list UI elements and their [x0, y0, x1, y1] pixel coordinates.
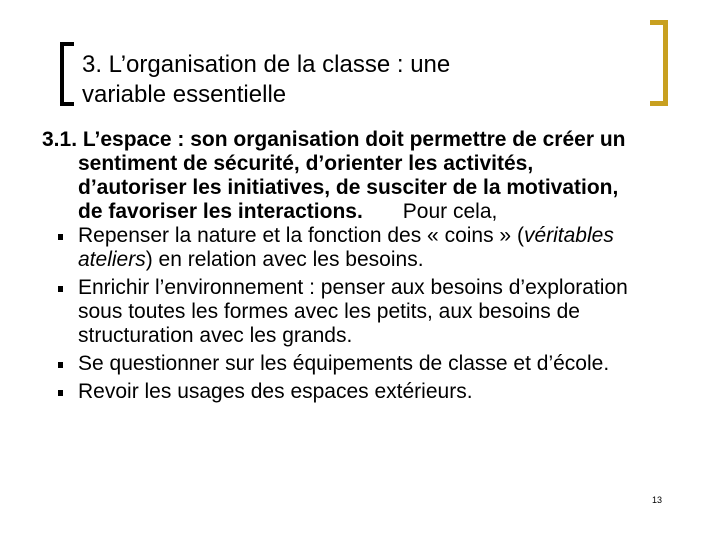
list-item — [42, 276, 712, 348]
slide-title — [82, 50, 642, 110]
bullet-1-line-1 — [78, 224, 712, 248]
slide-title-line-2: variable essentielle — [82, 81, 287, 108]
bullet-list — [42, 224, 712, 408]
intro-line-2: sentiment de sécurité, d’orienter les activités, — [78, 152, 534, 175]
square-bullet-icon — [58, 390, 63, 396]
intro-line-4 — [42, 200, 712, 224]
intro-suffix: Pour cela, — [402, 200, 498, 223]
bullet-2-line-1: Enrichir l’environnement : penser aux besoins d’exploration — [78, 276, 628, 299]
bullet-1-italic-b: ateliers — [78, 248, 146, 271]
bullet-1-line-2 — [78, 248, 712, 272]
square-bullet-icon — [58, 286, 63, 292]
list-item — [42, 352, 712, 376]
slide-title-line-1: 3. L’organisation de la classe : une — [82, 51, 451, 78]
bullet-2-line-2: sous toutes les formes avec les petits, aux besoins de — [78, 300, 580, 323]
bullet-3-line-1: Se questionner sur les équipements de classe et d’école. — [78, 352, 610, 375]
bullet-1-text-a: Repenser la nature et la fonction des « coins » ( — [78, 224, 524, 247]
title-right-bracket — [650, 20, 668, 106]
square-bullet-icon — [58, 234, 63, 240]
bullet-1-italic-a: véritables — [523, 224, 614, 247]
list-item — [42, 380, 712, 404]
title-left-bracket — [60, 42, 74, 106]
bullet-4-line-1: Revoir les usages des espaces extérieurs. — [78, 380, 473, 403]
intro-line-1: 3.1. L’espace : son organisation doit permettre de créer un — [42, 128, 626, 151]
square-bullet-icon — [58, 362, 63, 368]
page-number: 13 — [652, 495, 663, 505]
list-item — [42, 224, 712, 272]
intro-paragraph — [42, 128, 712, 224]
intro-line-3: d’autoriser les initiatives, de susciter de la motivation, — [78, 176, 619, 199]
intro-line-4-text: de favoriser les interactions. — [78, 200, 363, 223]
bullet-2-line-3: structuration avec les grands. — [78, 324, 353, 347]
bullet-1-text-b: ) en relation avec les besoins. — [145, 248, 424, 271]
